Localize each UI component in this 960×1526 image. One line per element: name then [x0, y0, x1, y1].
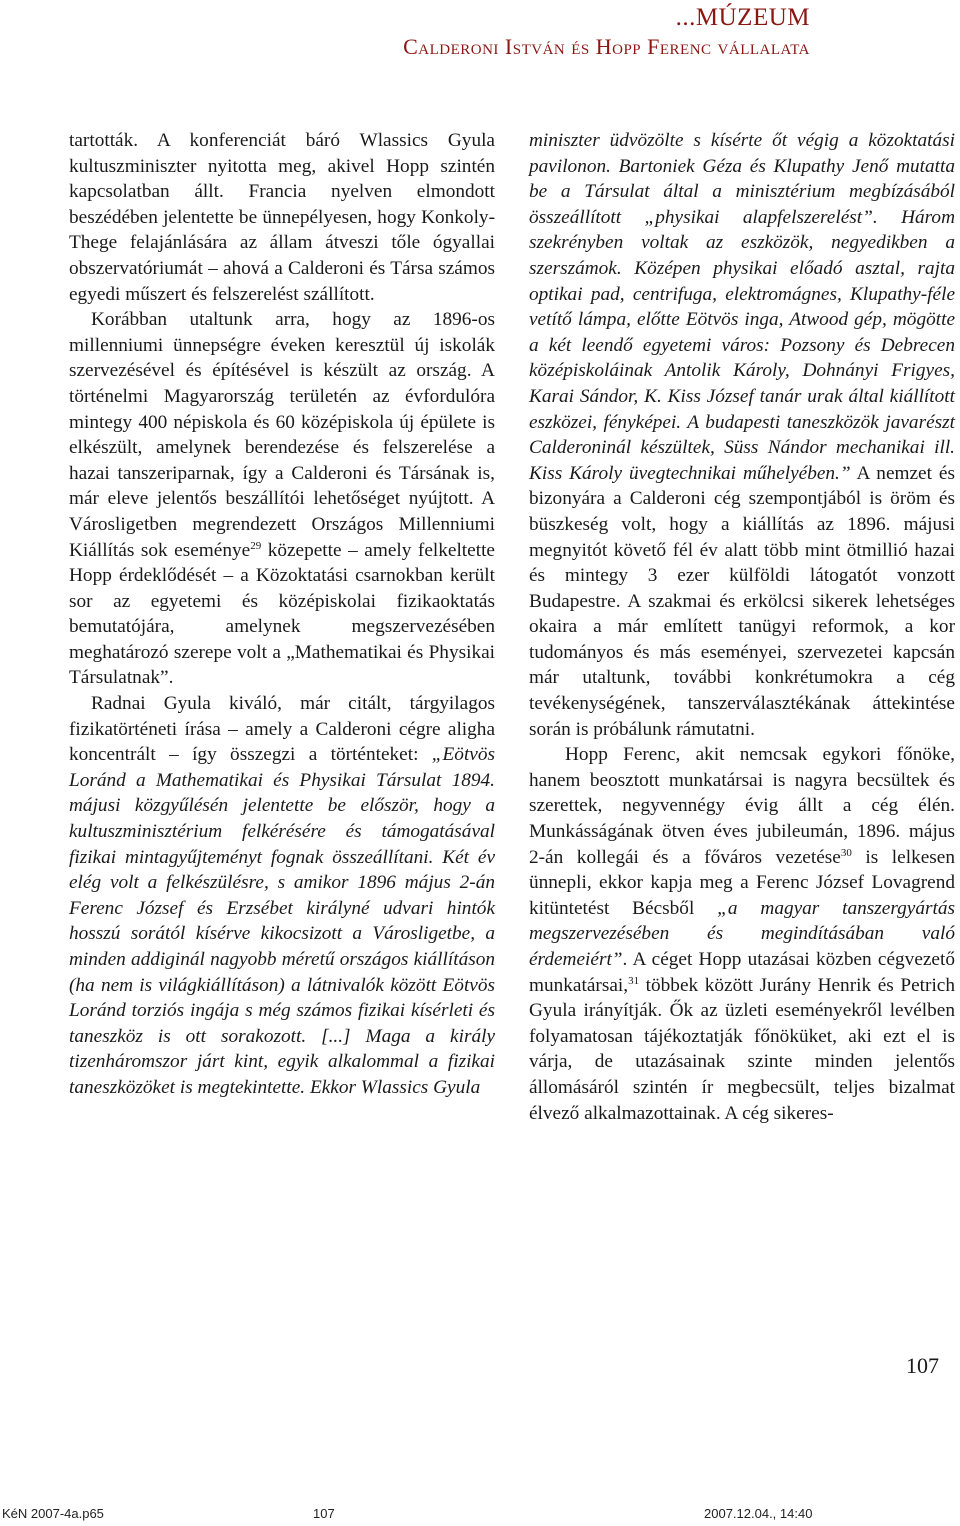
- footer-filename: KéN 2007-4a.p65: [2, 1506, 104, 1521]
- paragraph: Korábban utaltunk arra, hogy az 1896-os millenniumi ünnepségre éveken keresztül új iskolák szervezésével és építésével is készült az ország. A történelmi Magyarország területén az évfordulóra mintegy 400 népiskola és 60 középiskola új épülete is elkészült, amelynek berendezése és felszerelése a hazai tanszeriparnak, így a Calderoni és Társának is, már eleve jelentős beszállítói lehetőséget nyújtott. A Városligetben megrendezett Országos Millenniumi Kiállítás sok eseménye$^{29}$ közepette – amely felkeltette Hopp érdeklődését – a Közoktatási csarnokban került sor az egyetemi és középiskolai fizikaoktatás bemutatójára, amelynek megszervezésében meghatározó szerepe volt a „Mathematikai és Physikai Társulatnak”.: [69, 309, 495, 689]
- right-column: [529, 128, 955, 1126]
- footnote-ref: 29: [250, 539, 262, 552]
- left-column: [69, 128, 495, 1101]
- header-title: ...MÚZEUM: [675, 4, 810, 31]
- header-subtitle: Calderoni István és Hopp Ferenc vállalata: [403, 34, 810, 59]
- footer-page: 107: [313, 1506, 335, 1521]
- paragraph: Radnai Gyula kiváló, már citált, tárgyilagos fizikatörténeti írása – amely a Calderoni cégre aligha koncentrált – így összegzi a történteket: „Eötvös Loránd a Mathematikai és Physikai Társulat 1894. májusi közgyűlésén jelentette be először, hogy a kultuszminisztérium felkérésére és támogatásával fizikai mintagyűjteményt fognak összeállítani. Két év elég volt a felkészülésre, s amikor 1896 május 2-án Ferenc József és Erzsébet királyné udvari hintók hosszú sorától kísérve kikocsizott a Városligetbe, a minden addiginál nagyobb méretű országos kiállításon (ha nem is világkiállításon) a látnivalók között Eötvös Loránd torziós ingája s még számos fizikai kísérleti és taneszköz is ott sorakozott. [...] Maga a király tizenháromszor járt kint, egyik alkalommal a fizikai taneszközöket is megtekintette. Ekkor Wlassics Gyula: [69, 693, 495, 1098]
- footnote-ref: 30: [840, 846, 852, 859]
- page-number: 107: [906, 1353, 939, 1378]
- quotation: „Eötvös Loránd a Mathematikai és Physikai Társulat 1894. májusi közgyűlésén jelentette be először, hogy a kultuszminisztérium felkérésére és támogatásával fizikai mintagyűjteményt fognak összeállítani. Két év elég volt a felkészülésre, s amikor 1896 május 2-án Ferenc József és Erzsébet királyné udvari hintók hosszú sorától kísérve kikocsizott a Városligetbe, a minden addiginál nagyobb méretű országos kiállításon (ha nem is világkiállításon) a látnivalók között Eötvös Loránd torziós ingája s még számos fizikai kísérleti és taneszköz is ott sorakozott. [...] Maga a király tizenháromszor járt kint, egyik alkalommal a fizikai taneszközöket is megtekintette. Ekkor Wlassics Gyula: [69, 744, 495, 1098]
- running-header: [403, 4, 810, 62]
- print-footer: [0, 1506, 960, 1524]
- footnote-ref: 31: [628, 974, 640, 987]
- quotation: „a magyar tanszergyártás megszervezésében és megindításában való érdemeiért”: [529, 897, 955, 970]
- paragraph: miniszter üdvözölte s kísérte őt végig a közoktatási pavilonon. Bartoniek Géza és Klupathy Jenő mutatta be a Társulat által a minisztérium megbízásából összeállított „physikai alapfelszerelést”. Három szekrényben voltak az eszközök, negyedikben a szerszámok. Középen physikai előadó asztal, rajta optikai pad, centrifuga, elektromágnes, Klupathy-féle vetítő lámpa, előtte Eötvös inga, Atwood gép, mögötte a két leendő egyetemi város: Pozsony és Debrecen középiskoláinak Antolik Károly, Dohnányi Frigyes, Karai Sándor, K. Kiss József tanár urak által kiállított eszközei, fényképei. A budapesti taneszközök javarészt Calderoninál készültek, Süss Nándor mechanikai ill. Kiss Károly üvegtechnikai műhelyében.” A nemzet és bizonyára a Calderoni cég szempontjából is öröm és büszkeség volt, hogy a kiállítás az 1896. májusi megnyitót követő fél év alatt több mint ötmillió hazai és mintegy 3 ezer külföldi látogatót vonzott Budapestre. A szakmai és erkölcsi sikerek lehetséges okaira a már említett tanügyi reformok, a kor tudományos és más eseményei, szervezetei kapcsán már utaltunk, további konkrétumokra a cég tevékenységének, tanszerválasztékának áttekintése során is próbálunk rámutatni.: [529, 130, 955, 740]
- footer-timestamp: 2007.12.04., 14:40: [704, 1506, 813, 1521]
- quotation: miniszter üdvözölte s kísérte őt végig a közoktatási pavilonon. Bartoniek Géza és Klupathy Jenő mutatta be a Társulat által a minisztérium megbízásából összeállított „physikai alapfelszerelést”. Három szekrényben voltak az eszközök, negyedikben a szerszámok. Középen physikai előadó asztal, rajta optikai pad, centrifuga, elektromágnes, Klupathy-féle vetítő lámpa, előtte Eötvös inga, Atwood gép, mögötte a két leendő egyetemi város: Pozsony és Debrecen középiskoláinak Antolik Károly, Dohnányi Frigyes, Karai Sándor, K. Kiss József tanár urak által kiállított eszközei, fényképei. A budapesti taneszközök javarészt Calderoninál készültek, Süss Nándor mechanikai ill. Kiss Károly üvegtechnikai műhelyében.”: [529, 130, 955, 484]
- paragraph: Hopp Ferenc, akit nemcsak egykori főnöke, hanem beosztott munkatársai is nagyra becsültek és szerettek, negyvennégy évig állt a cég élén. Munkásságának ötven éves jubileumán, 1896. május 2-án kollegái és a főváros vezetése$^{30}$ is lelkesen ünnepli, ekkor kapja meg a Ferenc József Lovagrend kitüntetést Bécsből „a magyar tanszergyártás megszervezésében és megindításában való érdemeiért”. A céget Hopp utazásai közben cégvezető munkatársai,$^{31}$ többek között Jurány Henrik és Petrich Gyula irányítják. Ők az üzleti eseményekről levélben folyamatosan tájékoztatják főnöküket, aki ezt el is várja, de utazásainak szinte minden jelentős állomásáról szintén ír megbecsült, teljes bizalmat élvező alkalmazottainak. A cég sikeres-: [529, 744, 955, 1124]
- paragraph: tartották. A konferenciát báró Wlassics Gyula kultuszminiszter nyitotta meg, akivel Hopp szintén kapcsolatban állt. Francia nyelven elmondott beszédében jelentette be ünnepélyesen, hogy Konkoly-Thege felajánlására az állam átveszi tőle ógyallai obszervatóriumát – ahová a Calderoni és Társa számos egyedi műszert és felszerelést szállított.: [69, 130, 495, 305]
